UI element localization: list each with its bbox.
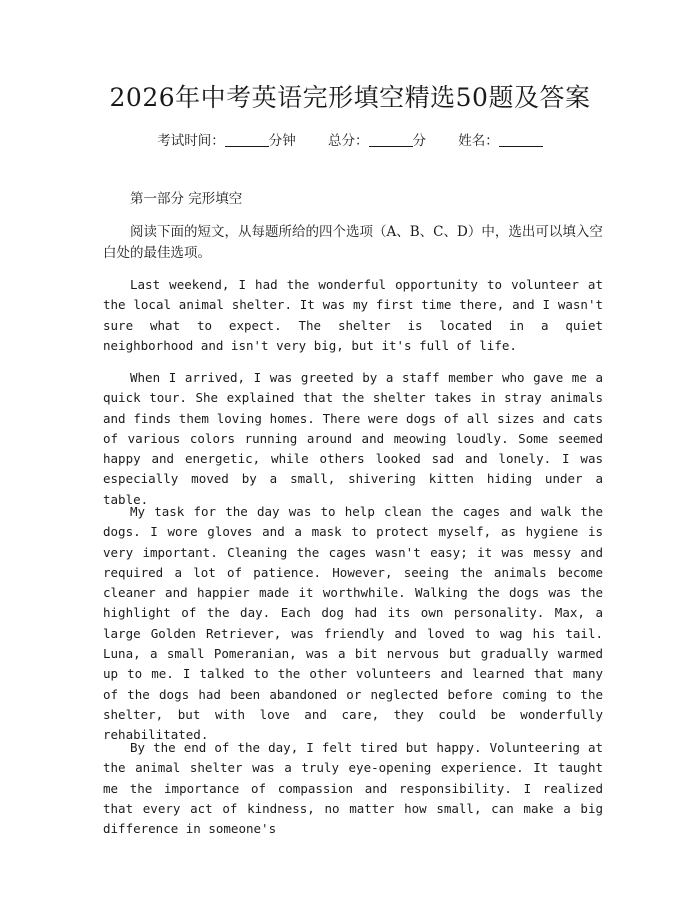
total-score-blank bbox=[369, 133, 413, 147]
instructions-text: 阅读下面的短文，从每题所给的四个选项（A、B、C、D）中，选出可以填入空白处的最佳选项。 bbox=[103, 224, 603, 261]
total-score-unit: 分 bbox=[412, 133, 426, 149]
passage-paragraph: Last weekend, I had the wonderful opportunity to volunteer at the local animal shelter. It was my first time there, and I wasn't sure what to expect. The shelter is located in a quiet neighborhood and isn't very big, but it's full of life. bbox=[103, 277, 603, 353]
exam-time-blank bbox=[225, 133, 269, 147]
section-heading: 第一部分 完形填空 bbox=[130, 191, 243, 207]
student-name-field bbox=[458, 131, 543, 151]
total-score-field bbox=[328, 131, 426, 151]
exam-time-unit: 分钟 bbox=[268, 133, 296, 149]
passage-paragraph: My task for the day was to help clean the cages and walk the dogs. I wore gloves and a mask to protect myself, as hygiene is very important. Cleaning the cages wasn't easy; it was messy and required a lot of patience. However, seeing the animals become cleaner and happier made it worthwhile. Walking the dogs was the highlight of the day. Each dog had its own personality. Max, a large Golden Retriever, was friendly and loved to wag his tail. Luna, a small Pomeranian, was a bit nervous but gradually warmed up to me. I talked to the other volunteers and learned that many of the dogs had been abandoned or neglected before coming to the shelter, but with love and care, they could be wonderfully rehabilitated. bbox=[103, 504, 603, 743]
total-score-label: 总分： bbox=[328, 133, 369, 149]
exam-info-line bbox=[0, 131, 700, 151]
student-name-blank bbox=[499, 133, 543, 147]
document-title: 2026年中考英语完形填空精选50题及答案 bbox=[109, 83, 591, 112]
student-name-label: 姓名： bbox=[458, 133, 499, 149]
passage-paragraph: When I arrived, I was greeted by a staff member who gave me a quick tour. She explained that the shelter takes in stray animals and finds them loving homes. There were dogs of all sizes and cats of various colors running around and meowing loudly. Some seemed happy and energetic, while others looked sad and lonely. I was especially moved by a small, shivering kitten hiding under a table. bbox=[103, 370, 603, 507]
exam-time-label: 考试时间： bbox=[157, 133, 225, 149]
passage-paragraph: By the end of the day, I felt tired but happy. Volunteering at the animal shelter was a truly eye-opening experience. It taught me the importance of compassion and responsibility. I realized that every act of kindness, no matter how small, can make a big difference in someone's bbox=[103, 740, 603, 837]
exam-time-field bbox=[157, 131, 296, 151]
